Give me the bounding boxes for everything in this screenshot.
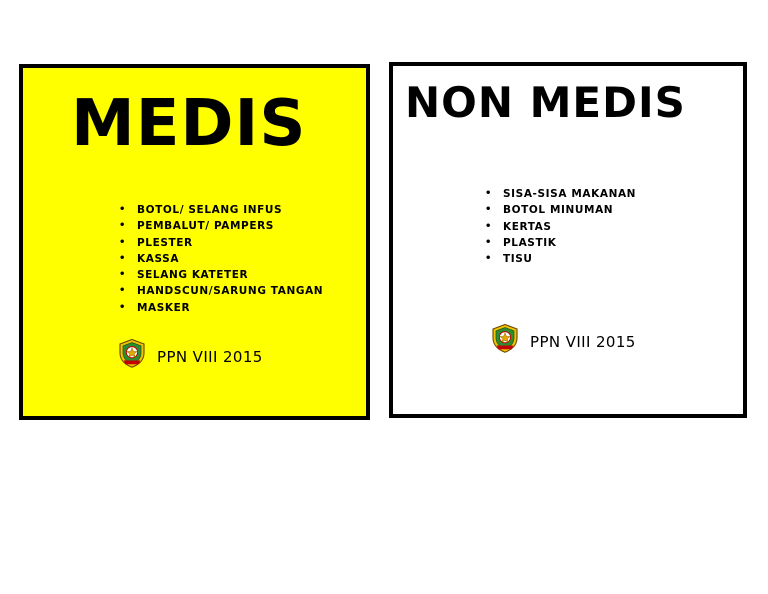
list-item [485, 235, 636, 251]
list-item-label: PLASTIK [503, 236, 557, 249]
list-item [119, 218, 323, 234]
non-medis-card [389, 62, 747, 418]
bullet-icon: • [485, 220, 492, 232]
school-emblem-icon [117, 338, 147, 368]
bullet-icon: • [485, 253, 492, 265]
list-item [485, 219, 636, 235]
list-item-label: PEMBALUT/ PAMPERS [137, 220, 274, 233]
footer-label: PPN VIII 2015 [157, 348, 263, 366]
list-item-label: KASSA [137, 252, 180, 265]
bullet-icon: • [119, 285, 126, 297]
list-item-label: MASKER [137, 301, 191, 314]
bullet-icon: • [119, 269, 126, 281]
bullet-icon: • [485, 236, 492, 248]
list-item [485, 251, 636, 267]
non-medis-title: NON MEDIS [405, 78, 686, 127]
list-item [119, 251, 323, 267]
medis-title: MEDIS [71, 87, 307, 161]
list-item-label: PLESTER [137, 236, 193, 249]
list-item-label: BOTOL/ SELANG INFUS [137, 204, 283, 216]
list-item [119, 202, 323, 218]
list-item-label: HANDSCUN/SARUNG TANGAN [137, 285, 324, 298]
non-medis-item-list [485, 186, 636, 267]
list-item-label: SELANG KATETER [137, 269, 249, 282]
list-item-label: BOTOL MINUMAN [503, 204, 614, 217]
bullet-icon: • [119, 301, 126, 313]
list-item [119, 300, 323, 316]
footer-label: PPN VIII 2015 [530, 333, 636, 351]
list-item [119, 283, 323, 299]
medis-footer [117, 338, 263, 368]
bullet-icon: • [485, 204, 492, 216]
list-item [119, 235, 323, 251]
list-item-label: TISU [503, 253, 533, 266]
medis-card [19, 64, 370, 420]
bullet-icon: • [119, 220, 126, 232]
list-item-label: KERTAS [503, 220, 552, 233]
list-item [485, 186, 636, 202]
list-item [485, 202, 636, 218]
list-item [119, 267, 323, 283]
medis-item-list [119, 202, 323, 316]
non-medis-footer [490, 323, 636, 353]
bullet-icon: • [119, 204, 126, 215]
school-emblem-icon [490, 323, 520, 353]
list-item-label: SISA-SISA MAKANAN [503, 188, 637, 200]
bullet-icon: • [485, 188, 492, 199]
bullet-icon: • [119, 236, 126, 248]
bullet-icon: • [119, 252, 126, 264]
